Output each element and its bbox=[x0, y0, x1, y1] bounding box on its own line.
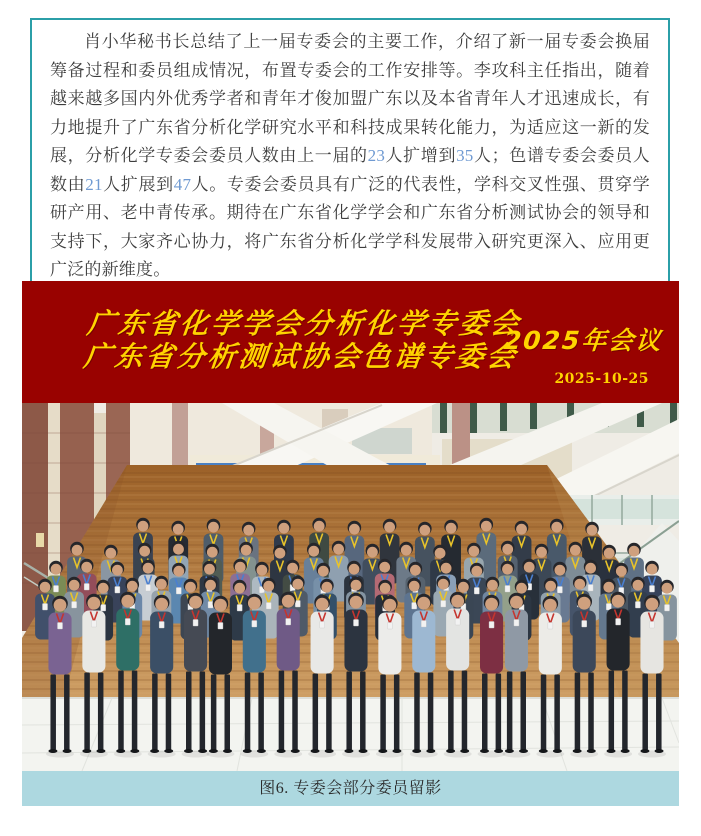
summary-paragraph: 肖小华秘书长总结了上一届专委会的主要工作，介绍了新一届专委会换届筹备过程和委员组成情况，布置专委会的工作安排等。李攻科主任指出，随着越来越多国内外优秀学者和青年才俊加盟广东以及本省青年人才迅速成长，有力地提升了广东省分析化学研究水平和科技成果转化能力，为适应这一新的发展，分析化学专委会委员人数由上一届的23人扩增到35人；色谱专委会委员人数由21人扩展到47人。专委会委员具有广泛的代表性，学科交叉性强、贯穿学研产用、老中青传承。期待在广东省化学学会和广东省分析测试协会的领导和支持下，大家齐心协力，将广东省分析化学学科发展带入研究更深入、应用更广泛的新维度。 bbox=[50, 32, 650, 279]
group-photo-scene bbox=[22, 403, 679, 771]
banner-year-label: 2025年会议 bbox=[503, 326, 665, 355]
banner-title-line2: 广东省分析测试协会色谱专委会 bbox=[82, 340, 520, 373]
conference-banner bbox=[22, 281, 679, 403]
group-photo bbox=[22, 403, 679, 771]
banner-date-label: 2025-10-25 bbox=[554, 371, 649, 387]
banner-title-line1: 广东省化学学会分析化学专委会 bbox=[85, 307, 523, 340]
summary-box bbox=[30, 18, 670, 300]
figure-caption: 图6. 专委会部分委员留影 bbox=[22, 771, 679, 806]
banner-titles bbox=[47, 307, 559, 373]
figure-block bbox=[22, 281, 679, 806]
